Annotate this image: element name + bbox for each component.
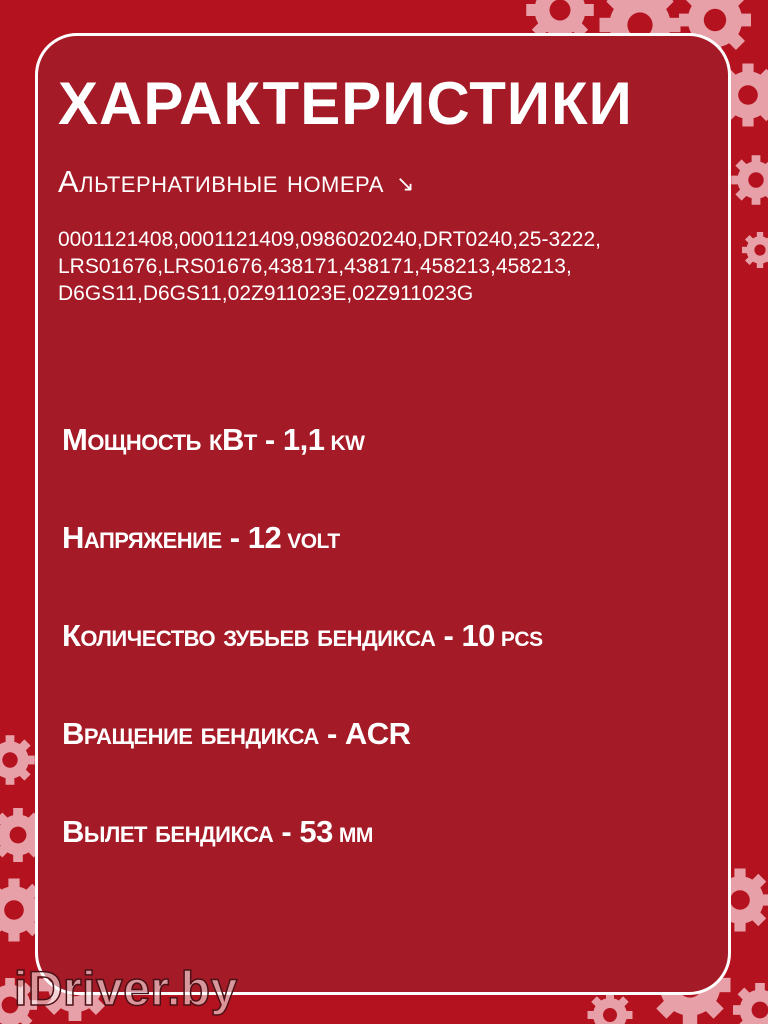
spec-label: Вращение бендикса <box>62 716 319 751</box>
gear-icon <box>742 232 768 268</box>
spec-power <box>62 422 364 458</box>
spec-value: 53 <box>299 814 333 849</box>
gear-icon <box>0 735 35 785</box>
spec-unit: ММ <box>338 824 373 847</box>
page-title: ХАРАКТЕРИСТИКИ <box>58 70 633 137</box>
spec-voltage <box>62 520 340 556</box>
alt-numbers-line: D6GS11,D6GS11,02Z911023E,02Z911023G <box>58 282 474 305</box>
alt-numbers-heading: Альтернативные номера <box>58 164 384 199</box>
spec-label: Напряжение <box>62 520 222 555</box>
spec-separator: - <box>318 716 345 751</box>
spec-unit: PCS <box>500 628 543 651</box>
spec-separator: - <box>273 814 300 849</box>
spec-separator: - <box>221 520 248 555</box>
spec-separator: - <box>435 618 462 653</box>
spec-value: 1,1 <box>282 422 325 457</box>
gear-icon <box>731 155 768 205</box>
spec-value: 10 <box>461 618 495 653</box>
spec-value: ACR <box>344 716 411 751</box>
spec-unit: KW <box>330 432 365 455</box>
spec-extension <box>62 814 373 850</box>
alt-numbers-line: LRS01676,LRS01676,438171,438171,458213,458213, <box>58 255 572 278</box>
spec-separator: - <box>256 422 283 457</box>
spec-unit: VOLT <box>287 530 340 553</box>
arrow-down-right-icon: ↘ <box>395 170 415 196</box>
gear-icon <box>733 983 768 1024</box>
alt-numbers-list <box>58 226 718 307</box>
gear-icon <box>588 993 633 1024</box>
watermark-logo: iDriver.by <box>14 963 238 1016</box>
alt-numbers-heading-row <box>58 164 415 200</box>
alt-numbers-line: 0001121408,0001121409,0986020240,DRT0240,25-3222, <box>58 228 601 251</box>
spec-label: Вылет бендикса <box>62 814 274 849</box>
spec-label: Количество зубьев бендикса <box>62 618 436 653</box>
spec-teeth-count <box>62 618 543 654</box>
spec-rotation <box>62 716 411 752</box>
spec-value: 12 <box>247 520 282 555</box>
spec-label: Мощность кВт <box>62 422 257 457</box>
specs-panel <box>35 33 731 995</box>
